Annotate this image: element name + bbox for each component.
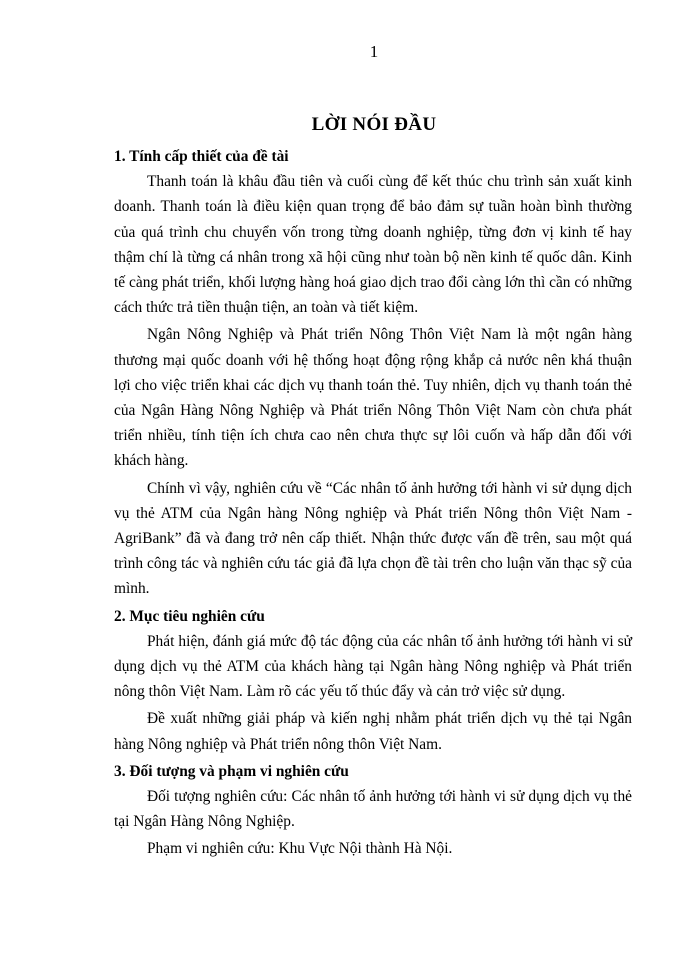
paragraph: Phạm vi nghiên cứu: Khu Vực Nội thành Hà Nội. (147, 840, 453, 858)
section-heading: 1. Tính cấp thiết của đề tài (114, 148, 289, 165)
document-body (114, 144, 632, 864)
section-urgency (114, 144, 632, 602)
paragraph: Đề xuất những giải pháp và kiến nghị nhằm phát triển dịch vụ thẻ tại Ngân hàng Nông nghiệp và Phát triển nông thôn Việt Nam. (114, 710, 632, 753)
section-scope (114, 759, 632, 862)
paragraph: Phát hiện, đánh giá mức độ tác động của các nhân tố ảnh hưởng tới hành vi sử dụng dịch vụ thẻ ATM của khách hàng tại Ngân hàng Nông nghiệp và Phát triển nông thôn Việt Nam. Làm rõ các yếu tố thúc đẩy và cản trở việc sử dụng. (114, 632, 632, 701)
paragraph: Chính vì vậy, nghiên cứu về “Các nhân tố ảnh hưởng tới hành vi sử dụng dịch vụ thẻ ATM của Ngân hàng Nông nghiệp và Phát triển Nông thôn Việt Nam - AgriBank” đã và đang trở nên cấp thiết. Nhận thức được vấn đề trên, sau một quá trình công tác và nghiên cứu tác giả đã lựa chọn đề tài trên cho luận văn thạc sỹ của mình. (114, 479, 632, 598)
paragraph: Thanh toán là khâu đầu tiên và cuối cùng để kết thúc chu trình sản xuất kinh doanh. Thanh toán là điều kiện quan trọng để bảo đảm sự tuần hoàn bình thường của quá trình chu chuyển vốn trong từng doanh nghiệp, từng đơn vị kinh tế hay thậm chí là từng cá nhân trong xã hội cũng như toàn bộ nền kinh tế quốc dân. Kinh tế càng phát triển, khối lượng hàng hoá giao dịch trao đổi càng lớn thì cần có những cách thức trả tiền thuận tiện, an toàn và tiết kiệm. (114, 173, 632, 317)
page-title: LỜI NÓI ĐẦU (311, 114, 437, 135)
section-heading: 3. Đối tượng và phạm vi nghiên cứu (114, 762, 349, 780)
paragraph: Đối tượng nghiên cứu: Các nhân tố ảnh hưởng tới hành vi sử dụng dịch vụ thẻ tại Ngân Hàng Nông Nghiệp. (114, 788, 632, 831)
paragraph: Ngân Nông Nghiệp và Phát triển Nông Thôn Việt Nam là một ngân hàng thương mại quốc doanh với hệ thống hoạt động rộng khắp cả nước nên khá thuận lợi cho việc triển khai các dịch vụ thanh toán thẻ. Tuy nhiên, dịch vụ thanh toán thẻ của Ngân Hàng Nông Nghiệp và Phát triển Nông Thôn Việt Nam còn chưa phát triển nhiều, tính tiện ích chưa cao nên chưa thực sự lôi cuốn và hấp dẫn đối với khách hàng. (114, 326, 632, 470)
page-number: 1 (369, 42, 379, 61)
section-heading: 2. Mục tiêu nghiên cứu (114, 607, 265, 625)
section-objectives (114, 604, 632, 757)
